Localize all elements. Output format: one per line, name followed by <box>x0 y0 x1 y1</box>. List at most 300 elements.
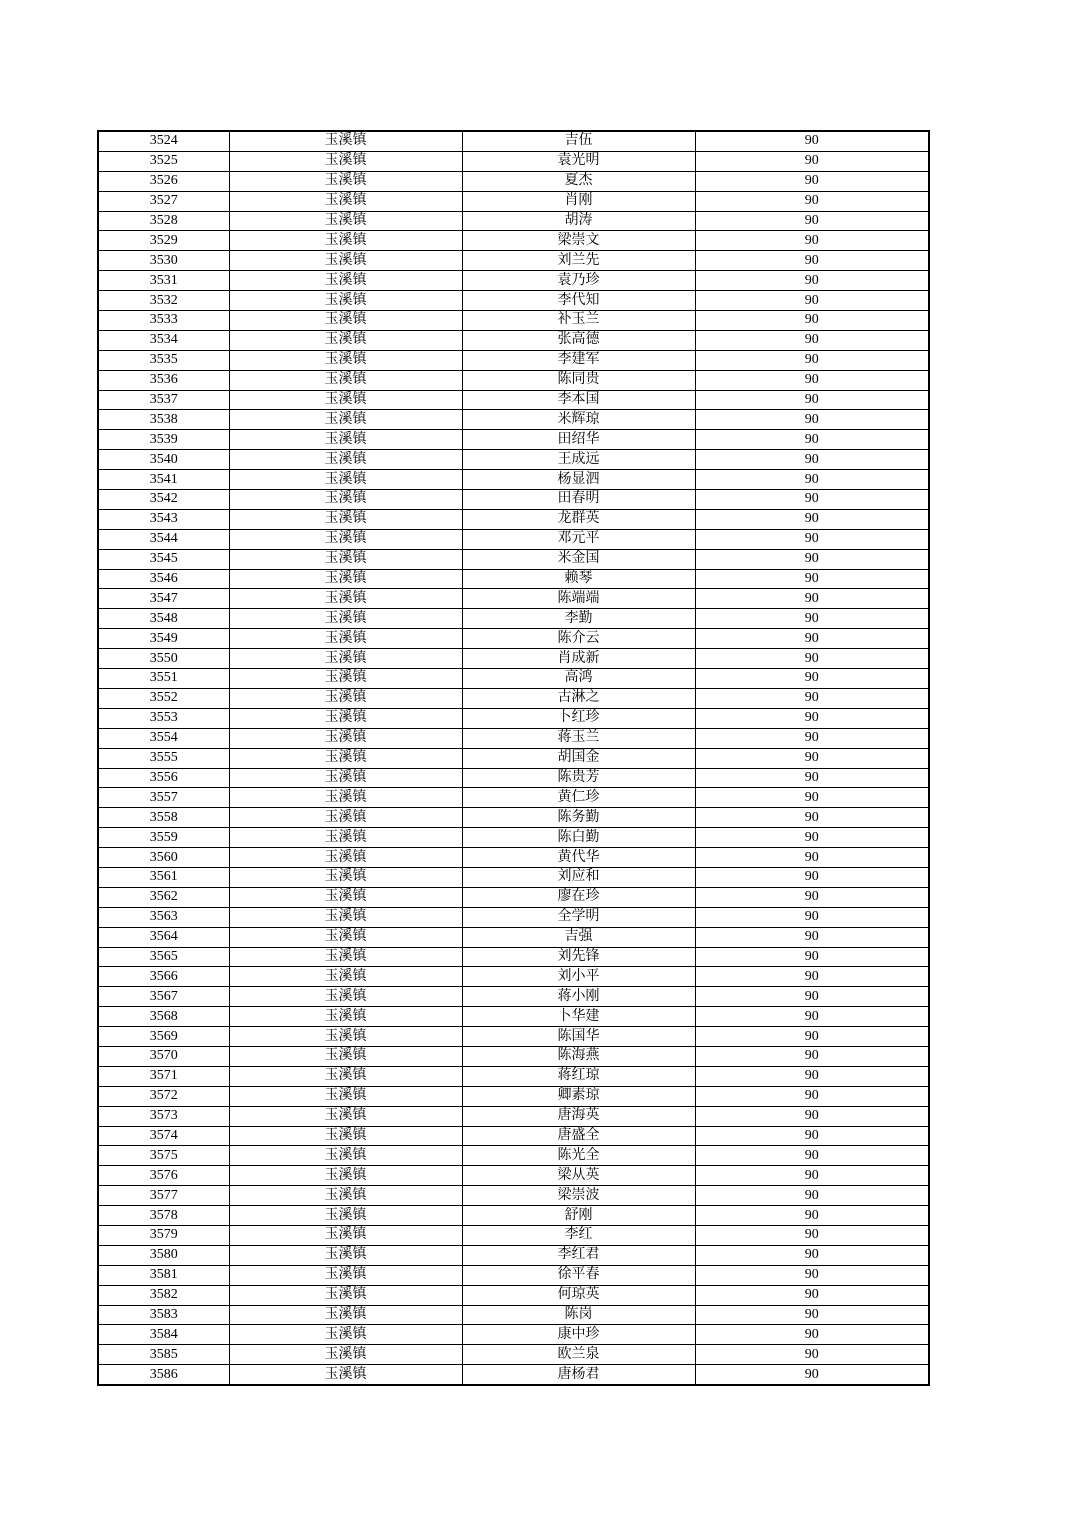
name-cell: 李代知 <box>462 291 695 311</box>
town-cell: 玉溪镇 <box>229 728 462 748</box>
score-cell: 90 <box>695 509 929 529</box>
score-cell: 90 <box>695 768 929 788</box>
table-row <box>98 1365 929 1385</box>
table-row <box>98 1245 929 1265</box>
row-number-cell: 3563 <box>98 907 229 927</box>
town-cell: 玉溪镇 <box>229 1206 462 1226</box>
name-cell: 刘小平 <box>462 967 695 987</box>
town-cell: 玉溪镇 <box>229 1225 462 1245</box>
table-row <box>98 589 929 609</box>
name-cell: 李建军 <box>462 350 695 370</box>
table-row <box>98 569 929 589</box>
name-cell: 舒刚 <box>462 1206 695 1226</box>
score-cell: 90 <box>695 1186 929 1206</box>
score-cell: 90 <box>695 907 929 927</box>
score-cell: 90 <box>695 887 929 907</box>
name-cell: 廖在珍 <box>462 887 695 907</box>
town-cell: 玉溪镇 <box>229 828 462 848</box>
name-cell: 王成远 <box>462 450 695 470</box>
town-cell: 玉溪镇 <box>229 688 462 708</box>
name-cell: 何琼英 <box>462 1285 695 1305</box>
table-row <box>98 1146 929 1166</box>
town-cell: 玉溪镇 <box>229 350 462 370</box>
town-cell: 玉溪镇 <box>229 470 462 490</box>
town-cell: 玉溪镇 <box>229 1007 462 1027</box>
name-cell: 肖刚 <box>462 191 695 211</box>
row-number-cell: 3524 <box>98 131 229 151</box>
name-cell: 陈同贵 <box>462 370 695 390</box>
name-cell: 赖琴 <box>462 569 695 589</box>
roster-table-body <box>98 131 929 1385</box>
town-cell: 玉溪镇 <box>229 649 462 669</box>
row-number-cell: 3580 <box>98 1245 229 1265</box>
town-cell: 玉溪镇 <box>229 609 462 629</box>
row-number-cell: 3565 <box>98 947 229 967</box>
row-number-cell: 3545 <box>98 549 229 569</box>
name-cell: 康中珍 <box>462 1325 695 1345</box>
table-row <box>98 430 929 450</box>
row-number-cell: 3536 <box>98 370 229 390</box>
name-cell: 龙群英 <box>462 509 695 529</box>
name-cell: 吉强 <box>462 927 695 947</box>
score-cell: 90 <box>695 967 929 987</box>
town-cell: 玉溪镇 <box>229 1265 462 1285</box>
town-cell: 玉溪镇 <box>229 907 462 927</box>
score-cell: 90 <box>695 1365 929 1385</box>
table-row <box>98 1166 929 1186</box>
town-cell: 玉溪镇 <box>229 1345 462 1365</box>
score-cell: 90 <box>695 430 929 450</box>
name-cell: 黄仁珍 <box>462 788 695 808</box>
town-cell: 玉溪镇 <box>229 1066 462 1086</box>
row-number-cell: 3577 <box>98 1186 229 1206</box>
town-cell: 玉溪镇 <box>229 788 462 808</box>
name-cell: 陈白勤 <box>462 828 695 848</box>
score-cell: 90 <box>695 808 929 828</box>
score-cell: 90 <box>695 410 929 430</box>
score-cell: 90 <box>695 529 929 549</box>
table-row <box>98 370 929 390</box>
row-number-cell: 3564 <box>98 927 229 947</box>
name-cell: 米金国 <box>462 549 695 569</box>
score-cell: 90 <box>695 131 929 151</box>
table-row <box>98 271 929 291</box>
town-cell: 玉溪镇 <box>229 1365 462 1385</box>
name-cell: 徐平春 <box>462 1265 695 1285</box>
town-cell: 玉溪镇 <box>229 768 462 788</box>
name-cell: 蒋小刚 <box>462 987 695 1007</box>
table-row <box>98 688 929 708</box>
table-row <box>98 728 929 748</box>
town-cell: 玉溪镇 <box>229 211 462 231</box>
row-number-cell: 3559 <box>98 828 229 848</box>
row-number-cell: 3549 <box>98 629 229 649</box>
town-cell: 玉溪镇 <box>229 629 462 649</box>
name-cell: 刘兰先 <box>462 251 695 271</box>
row-number-cell: 3529 <box>98 231 229 251</box>
row-number-cell: 3532 <box>98 291 229 311</box>
town-cell: 玉溪镇 <box>229 271 462 291</box>
score-cell: 90 <box>695 1166 929 1186</box>
name-cell: 胡涛 <box>462 211 695 231</box>
table-row <box>98 1206 929 1226</box>
score-cell: 90 <box>695 1146 929 1166</box>
table-row <box>98 231 929 251</box>
table-row <box>98 867 929 887</box>
score-cell: 90 <box>695 291 929 311</box>
score-cell: 90 <box>695 867 929 887</box>
score-cell: 90 <box>695 1126 929 1146</box>
town-cell: 玉溪镇 <box>229 1245 462 1265</box>
town-cell: 玉溪镇 <box>229 867 462 887</box>
table-row <box>98 708 929 728</box>
row-number-cell: 3585 <box>98 1345 229 1365</box>
score-cell: 90 <box>695 589 929 609</box>
score-cell: 90 <box>695 1106 929 1126</box>
score-cell: 90 <box>695 251 929 271</box>
name-cell: 袁乃珍 <box>462 271 695 291</box>
row-number-cell: 3548 <box>98 609 229 629</box>
table-row <box>98 609 929 629</box>
row-number-cell: 3576 <box>98 1166 229 1186</box>
table-row <box>98 1106 929 1126</box>
table-row <box>98 1007 929 1027</box>
table-row <box>98 1305 929 1325</box>
table-row <box>98 191 929 211</box>
table-row <box>98 788 929 808</box>
row-number-cell: 3553 <box>98 708 229 728</box>
row-number-cell: 3569 <box>98 1027 229 1047</box>
town-cell: 玉溪镇 <box>229 410 462 430</box>
score-cell: 90 <box>695 231 929 251</box>
town-cell: 玉溪镇 <box>229 370 462 390</box>
name-cell: 田春明 <box>462 490 695 510</box>
score-cell: 90 <box>695 848 929 868</box>
name-cell: 蒋红琼 <box>462 1066 695 1086</box>
row-number-cell: 3526 <box>98 171 229 191</box>
table-row <box>98 350 929 370</box>
row-number-cell: 3555 <box>98 748 229 768</box>
row-number-cell: 3533 <box>98 311 229 331</box>
town-cell: 玉溪镇 <box>229 589 462 609</box>
row-number-cell: 3540 <box>98 450 229 470</box>
row-number-cell: 3575 <box>98 1146 229 1166</box>
town-cell: 玉溪镇 <box>229 1106 462 1126</box>
town-cell: 玉溪镇 <box>229 151 462 171</box>
town-cell: 玉溪镇 <box>229 1126 462 1146</box>
town-cell: 玉溪镇 <box>229 569 462 589</box>
score-cell: 90 <box>695 1066 929 1086</box>
score-cell: 90 <box>695 708 929 728</box>
score-cell: 90 <box>695 1345 929 1365</box>
town-cell: 玉溪镇 <box>229 1305 462 1325</box>
score-cell: 90 <box>695 350 929 370</box>
row-number-cell: 3571 <box>98 1066 229 1086</box>
table-row <box>98 1066 929 1086</box>
town-cell: 玉溪镇 <box>229 967 462 987</box>
table-row <box>98 887 929 907</box>
town-cell: 玉溪镇 <box>229 1146 462 1166</box>
table-row <box>98 410 929 430</box>
score-cell: 90 <box>695 629 929 649</box>
town-cell: 玉溪镇 <box>229 390 462 410</box>
row-number-cell: 3539 <box>98 430 229 450</box>
name-cell: 陈海燕 <box>462 1046 695 1066</box>
name-cell: 胡国金 <box>462 748 695 768</box>
score-cell: 90 <box>695 987 929 1007</box>
town-cell: 玉溪镇 <box>229 1086 462 1106</box>
roster-table <box>97 130 930 1386</box>
table-row <box>98 1126 929 1146</box>
table-row <box>98 1325 929 1345</box>
score-cell: 90 <box>695 728 929 748</box>
row-number-cell: 3531 <box>98 271 229 291</box>
score-cell: 90 <box>695 1285 929 1305</box>
row-number-cell: 3584 <box>98 1325 229 1345</box>
name-cell: 杨显泗 <box>462 470 695 490</box>
row-number-cell: 3562 <box>98 887 229 907</box>
table-row <box>98 1046 929 1066</box>
name-cell: 陈光全 <box>462 1146 695 1166</box>
name-cell: 蒋玉兰 <box>462 728 695 748</box>
table-row <box>98 1086 929 1106</box>
name-cell: 黄代华 <box>462 848 695 868</box>
row-number-cell: 3543 <box>98 509 229 529</box>
row-number-cell: 3538 <box>98 410 229 430</box>
score-cell: 90 <box>695 1007 929 1027</box>
name-cell: 陈岗 <box>462 1305 695 1325</box>
name-cell: 李勤 <box>462 609 695 629</box>
name-cell: 刘先锋 <box>462 947 695 967</box>
score-cell: 90 <box>695 490 929 510</box>
row-number-cell: 3544 <box>98 529 229 549</box>
town-cell: 玉溪镇 <box>229 708 462 728</box>
town-cell: 玉溪镇 <box>229 808 462 828</box>
town-cell: 玉溪镇 <box>229 947 462 967</box>
score-cell: 90 <box>695 271 929 291</box>
row-number-cell: 3558 <box>98 808 229 828</box>
town-cell: 玉溪镇 <box>229 1186 462 1206</box>
score-cell: 90 <box>695 450 929 470</box>
name-cell: 卜红珍 <box>462 708 695 728</box>
town-cell: 玉溪镇 <box>229 669 462 689</box>
name-cell: 袁光明 <box>462 151 695 171</box>
row-number-cell: 3556 <box>98 768 229 788</box>
table-row <box>98 1285 929 1305</box>
table-row <box>98 1027 929 1047</box>
town-cell: 玉溪镇 <box>229 987 462 1007</box>
town-cell: 玉溪镇 <box>229 927 462 947</box>
row-number-cell: 3537 <box>98 390 229 410</box>
town-cell: 玉溪镇 <box>229 549 462 569</box>
name-cell: 欧兰泉 <box>462 1345 695 1365</box>
name-cell: 田绍华 <box>462 430 695 450</box>
name-cell: 李红君 <box>462 1245 695 1265</box>
table-row <box>98 1186 929 1206</box>
table-row <box>98 390 929 410</box>
row-number-cell: 3550 <box>98 649 229 669</box>
table-row <box>98 1265 929 1285</box>
town-cell: 玉溪镇 <box>229 887 462 907</box>
table-row <box>98 808 929 828</box>
name-cell: 夏杰 <box>462 171 695 191</box>
town-cell: 玉溪镇 <box>229 848 462 868</box>
name-cell: 陈端端 <box>462 589 695 609</box>
table-row <box>98 330 929 350</box>
name-cell: 陈国华 <box>462 1027 695 1047</box>
row-number-cell: 3582 <box>98 1285 229 1305</box>
row-number-cell: 3561 <box>98 867 229 887</box>
score-cell: 90 <box>695 1305 929 1325</box>
name-cell: 陈贵芳 <box>462 768 695 788</box>
row-number-cell: 3579 <box>98 1225 229 1245</box>
row-number-cell: 3528 <box>98 211 229 231</box>
row-number-cell: 3557 <box>98 788 229 808</box>
name-cell: 吉伍 <box>462 131 695 151</box>
row-number-cell: 3535 <box>98 350 229 370</box>
name-cell: 陈介云 <box>462 629 695 649</box>
row-number-cell: 3525 <box>98 151 229 171</box>
score-cell: 90 <box>695 171 929 191</box>
score-cell: 90 <box>695 927 929 947</box>
town-cell: 玉溪镇 <box>229 529 462 549</box>
town-cell: 玉溪镇 <box>229 330 462 350</box>
score-cell: 90 <box>695 1325 929 1345</box>
row-number-cell: 3527 <box>98 191 229 211</box>
table-row <box>98 768 929 788</box>
table-row <box>98 987 929 1007</box>
row-number-cell: 3572 <box>98 1086 229 1106</box>
name-cell: 邓元平 <box>462 529 695 549</box>
table-row <box>98 151 929 171</box>
town-cell: 玉溪镇 <box>229 1027 462 1047</box>
row-number-cell: 3560 <box>98 848 229 868</box>
table-row <box>98 649 929 669</box>
row-number-cell: 3546 <box>98 569 229 589</box>
name-cell: 米辉琼 <box>462 410 695 430</box>
row-number-cell: 3581 <box>98 1265 229 1285</box>
town-cell: 玉溪镇 <box>229 251 462 271</box>
row-number-cell: 3542 <box>98 490 229 510</box>
table-row <box>98 211 929 231</box>
score-cell: 90 <box>695 330 929 350</box>
score-cell: 90 <box>695 688 929 708</box>
table-row <box>98 1225 929 1245</box>
row-number-cell: 3568 <box>98 1007 229 1027</box>
score-cell: 90 <box>695 370 929 390</box>
score-cell: 90 <box>695 1086 929 1106</box>
town-cell: 玉溪镇 <box>229 1046 462 1066</box>
score-cell: 90 <box>695 470 929 490</box>
town-cell: 玉溪镇 <box>229 231 462 251</box>
table-row <box>98 848 929 868</box>
score-cell: 90 <box>695 311 929 331</box>
score-cell: 90 <box>695 211 929 231</box>
score-cell: 90 <box>695 1245 929 1265</box>
table-row <box>98 927 929 947</box>
score-cell: 90 <box>695 1265 929 1285</box>
score-cell: 90 <box>695 549 929 569</box>
row-number-cell: 3570 <box>98 1046 229 1066</box>
row-number-cell: 3554 <box>98 728 229 748</box>
town-cell: 玉溪镇 <box>229 191 462 211</box>
town-cell: 玉溪镇 <box>229 171 462 191</box>
table-row <box>98 1345 929 1365</box>
table-row <box>98 131 929 151</box>
name-cell: 唐杨君 <box>462 1365 695 1385</box>
town-cell: 玉溪镇 <box>229 490 462 510</box>
score-cell: 90 <box>695 748 929 768</box>
row-number-cell: 3573 <box>98 1106 229 1126</box>
town-cell: 玉溪镇 <box>229 1325 462 1345</box>
name-cell: 李红 <box>462 1225 695 1245</box>
name-cell: 梁崇文 <box>462 231 695 251</box>
table-row <box>98 549 929 569</box>
name-cell: 唐盛全 <box>462 1126 695 1146</box>
table-row <box>98 251 929 271</box>
score-cell: 90 <box>695 191 929 211</box>
table-row <box>98 529 929 549</box>
row-number-cell: 3586 <box>98 1365 229 1385</box>
name-cell: 全学明 <box>462 907 695 927</box>
score-cell: 90 <box>695 1027 929 1047</box>
score-cell: 90 <box>695 828 929 848</box>
name-cell: 肖成新 <box>462 649 695 669</box>
row-number-cell: 3530 <box>98 251 229 271</box>
table-row <box>98 291 929 311</box>
score-cell: 90 <box>695 609 929 629</box>
town-cell: 玉溪镇 <box>229 748 462 768</box>
row-number-cell: 3534 <box>98 330 229 350</box>
town-cell: 玉溪镇 <box>229 131 462 151</box>
row-number-cell: 3551 <box>98 669 229 689</box>
town-cell: 玉溪镇 <box>229 1166 462 1186</box>
name-cell: 陈务勤 <box>462 808 695 828</box>
table-row <box>98 629 929 649</box>
table-row <box>98 171 929 191</box>
table-row <box>98 967 929 987</box>
name-cell: 唐海英 <box>462 1106 695 1126</box>
score-cell: 90 <box>695 1046 929 1066</box>
row-number-cell: 3583 <box>98 1305 229 1325</box>
table-row <box>98 828 929 848</box>
score-cell: 90 <box>695 1206 929 1226</box>
town-cell: 玉溪镇 <box>229 291 462 311</box>
town-cell: 玉溪镇 <box>229 450 462 470</box>
table-row <box>98 669 929 689</box>
name-cell: 张高德 <box>462 330 695 350</box>
table-row <box>98 907 929 927</box>
name-cell: 古淋之 <box>462 688 695 708</box>
town-cell: 玉溪镇 <box>229 430 462 450</box>
row-number-cell: 3567 <box>98 987 229 1007</box>
score-cell: 90 <box>695 390 929 410</box>
name-cell: 梁崇波 <box>462 1186 695 1206</box>
town-cell: 玉溪镇 <box>229 509 462 529</box>
table-row <box>98 490 929 510</box>
name-cell: 补玉兰 <box>462 311 695 331</box>
town-cell: 玉溪镇 <box>229 1285 462 1305</box>
row-number-cell: 3541 <box>98 470 229 490</box>
table-row <box>98 311 929 331</box>
name-cell: 李本国 <box>462 390 695 410</box>
name-cell: 高鸿 <box>462 669 695 689</box>
table-row <box>98 509 929 529</box>
name-cell: 梁从英 <box>462 1166 695 1186</box>
score-cell: 90 <box>695 669 929 689</box>
table-row <box>98 470 929 490</box>
score-cell: 90 <box>695 569 929 589</box>
